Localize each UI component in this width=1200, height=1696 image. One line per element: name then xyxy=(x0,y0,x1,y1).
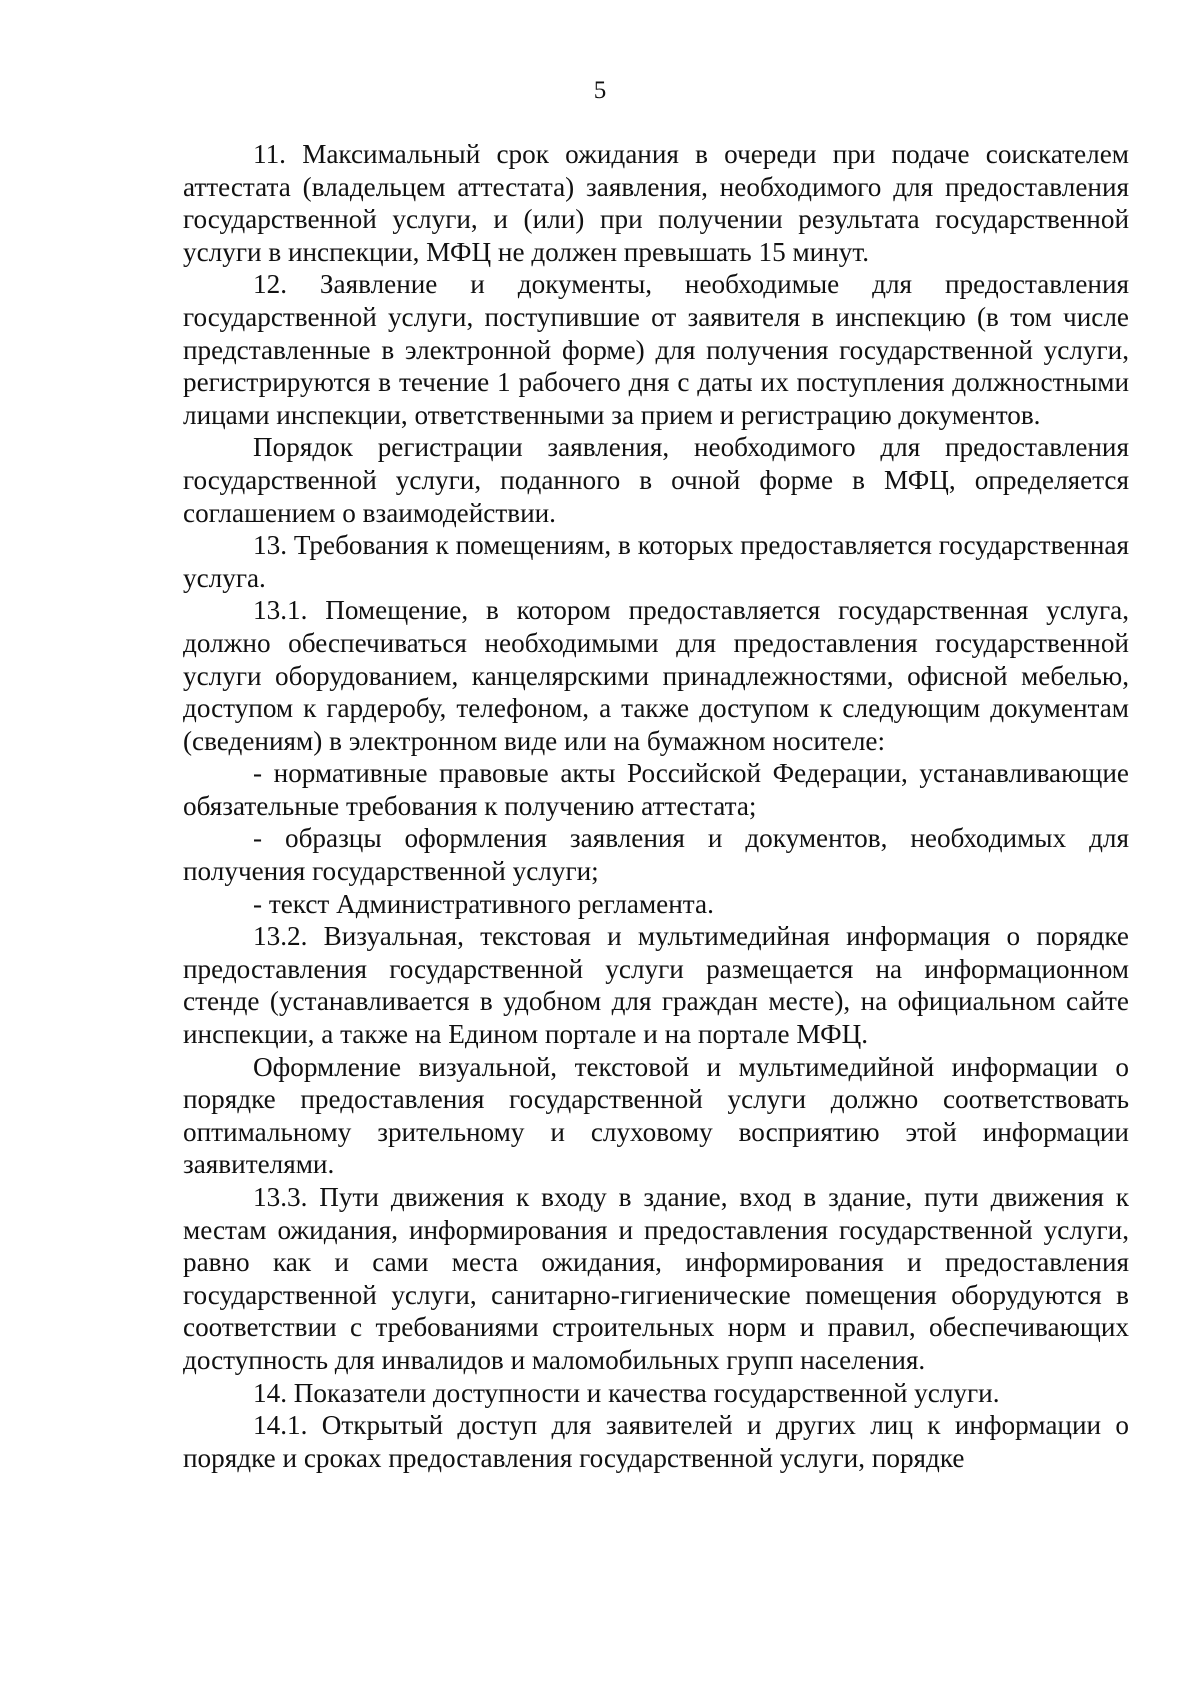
paragraph-registration-order: Порядок регистрации заявления, необходимого для предоставления государственной услуги, поданного в очной форме в МФЦ, определяется соглашением о взаимодействии. xyxy=(183,432,1129,528)
list-item-regulation-text: - текст Административного регламента. xyxy=(253,888,714,919)
paragraph-13: 13. Требования к помещениям, в которых предоставляется государственная услуга. xyxy=(183,530,1129,593)
paragraph-11: 11. Максимальный срок ожидания в очереди при подаче соискателем аттестата (владельцем аттестата) заявления, необходимого для предоставления государственной услуги, и (или) при получении результата государственной услуги в инспекции, МФЦ не должен превышать 15 минут. xyxy=(183,139,1129,267)
list-item-normative-acts: - нормативные правовые акты Российской Федерации, устанавливающие обязательные требования к получению аттестата; xyxy=(183,758,1129,821)
paragraph-14: 14. Показатели доступности и качества государственной услуги. xyxy=(253,1377,1000,1408)
paragraph-13-1: 13.1. Помещение, в котором предоставляется государственная услуга, должно обеспечиваться необходимыми для предоставления государственной услуги оборудованием, канцелярскими принадлежностями, офисной мебелью, доступом к гардеробу, телефоном, а также доступом к следующим документам (сведениям) в электронном виде или на бумажном носителе: xyxy=(183,595,1129,756)
paragraph-14-1: 14.1. Открытый доступ для заявителей и других лиц к информации о порядке и сроках предоставления государственной услуги, порядке xyxy=(183,1410,1129,1473)
paragraph-information-design: Оформление визуальной, текстовой и мультимедийной информации о порядке предоставления государственной услуги должно соответствовать оптимальному зрительному и слуховому восприятию этой информации заявителями. xyxy=(183,1051,1129,1180)
paragraph-13-3: 13.3. Пути движения к входу в здание, вход в здание, пути движения к местам ожидания, информирования и предоставления государственной услуги, равно как и сами места ожидания, информирования и предоставления государственной услуги, санитарно-гигиенические помещения оборудуются в соответствии с требованиями строительных норм и правил, обеспечивающих доступность для инвалидов и маломобильных групп населения. xyxy=(183,1182,1129,1375)
page-number: 5 xyxy=(593,77,607,104)
list-item-form-samples: - образцы оформления заявления и документов, необходимых для получения государственной услуги; xyxy=(183,823,1129,887)
paragraph-13-2: 13.2. Визуальная, текстовая и мультимедийная информация о порядке предоставления государственной услуги размещается на информационном стенде (устанавливается в удобном для граждан месте), на официальном сайте инспекции, а также на Едином портале и на портале МФЦ. xyxy=(183,921,1129,1050)
document-body xyxy=(183,138,1129,1474)
paragraph-12: 12. Заявление и документы, необходимые для предоставления государственной услуги, поступившие от заявителя в инспекцию (в том числе представленные в электронной форме) для получения государственной услуги, регистрируются в течение 1 рабочего дня с даты их поступления должностными лицами инспекции, ответственными за прием и регистрацию документов. xyxy=(183,269,1129,430)
